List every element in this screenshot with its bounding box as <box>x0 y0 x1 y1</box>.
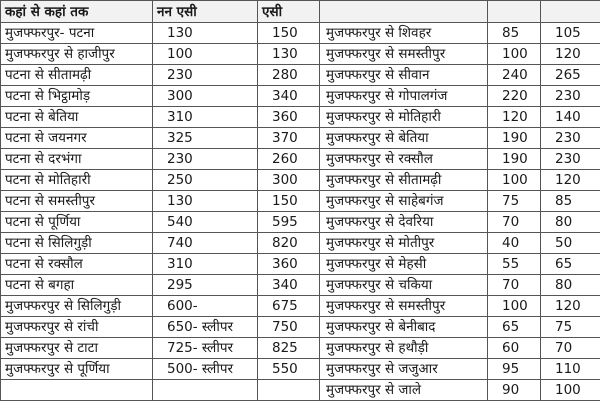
table-row <box>1 23 600 44</box>
right-route-cell: मुजफ्फरपुर से जाले <box>320 380 488 401</box>
right-non-ac-fare: 65 <box>488 317 541 338</box>
left-route-cell: पटना से मोतिहारी <box>1 170 153 191</box>
left-ac-fare <box>258 380 320 401</box>
left-non-ac-fare: 130 <box>153 191 258 212</box>
header-right-non-ac <box>488 1 541 23</box>
right-non-ac-fare: 190 <box>488 149 541 170</box>
table-row <box>1 128 600 149</box>
table-row <box>1 191 600 212</box>
left-non-ac-fare: 250 <box>153 170 258 191</box>
table-row <box>1 254 600 275</box>
left-ac-fare: 550 <box>258 359 320 380</box>
right-non-ac-fare: 100 <box>488 44 541 65</box>
header-route: कहां से कहां तक <box>1 1 153 23</box>
left-ac-fare: 820 <box>258 233 320 254</box>
right-ac-fare: 265 <box>541 65 600 86</box>
left-ac-fare: 280 <box>258 65 320 86</box>
right-non-ac-fare: 70 <box>488 212 541 233</box>
left-non-ac-fare: 230 <box>153 149 258 170</box>
left-ac-fare: 360 <box>258 254 320 275</box>
left-ac-fare: 360 <box>258 107 320 128</box>
left-ac-fare: 825 <box>258 338 320 359</box>
right-route-cell: मुजफ्फरपुर से चकिया <box>320 275 488 296</box>
left-ac-fare: 260 <box>258 149 320 170</box>
left-non-ac-fare: 300 <box>153 86 258 107</box>
table-row <box>1 86 600 107</box>
header-row <box>1 1 600 23</box>
right-non-ac-fare: 100 <box>488 296 541 317</box>
right-ac-fare: 230 <box>541 128 600 149</box>
right-route-cell: मुजफ्फरपुर से सीवान <box>320 65 488 86</box>
left-route-cell: पटना से दरभंगा <box>1 149 153 170</box>
header-right-ac <box>541 1 600 23</box>
table-row <box>1 275 600 296</box>
left-route-cell: मुजफ्फरपुर से हाजीपुर <box>1 44 153 65</box>
right-ac-fare: 140 <box>541 107 600 128</box>
right-route-cell: मुजफ्फरपुर से रक्सौल <box>320 149 488 170</box>
left-route-cell: मुजफ्फरपुर से रांची <box>1 317 153 338</box>
right-ac-fare: 75 <box>541 317 600 338</box>
left-non-ac-fare: 100 <box>153 44 258 65</box>
left-route-cell: पटना से रक्सौल <box>1 254 153 275</box>
left-ac-fare: 150 <box>258 23 320 44</box>
right-ac-fare: 120 <box>541 296 600 317</box>
right-non-ac-fare: 40 <box>488 233 541 254</box>
right-non-ac-fare: 75 <box>488 191 541 212</box>
left-route-cell: मुजफ्फरपुर से पूर्णिया <box>1 359 153 380</box>
left-route-cell: मुजफ्फरपुर से सिलिगुड़ी <box>1 296 153 317</box>
left-route-cell: मुजफ्फरपुर- पटना <box>1 23 153 44</box>
table-row <box>1 233 600 254</box>
left-ac-fare: 340 <box>258 86 320 107</box>
left-route-cell: पटना से बगहा <box>1 275 153 296</box>
right-route-cell: मुजफ्फरपुर से मेहसी <box>320 254 488 275</box>
left-route-cell <box>1 380 153 401</box>
right-non-ac-fare: 95 <box>488 359 541 380</box>
right-non-ac-fare: 85 <box>488 23 541 44</box>
table-row <box>1 338 600 359</box>
right-ac-fare: 70 <box>541 338 600 359</box>
right-ac-fare: 120 <box>541 44 600 65</box>
right-route-cell: मुजफ्फरपुर से समस्तीपुर <box>320 44 488 65</box>
right-non-ac-fare: 55 <box>488 254 541 275</box>
left-non-ac-fare: 310 <box>153 254 258 275</box>
left-ac-fare: 300 <box>258 170 320 191</box>
table-row <box>1 380 600 401</box>
left-ac-fare: 750 <box>258 317 320 338</box>
table-row <box>1 212 600 233</box>
right-ac-fare: 120 <box>541 170 600 191</box>
table-row <box>1 65 600 86</box>
right-non-ac-fare: 120 <box>488 107 541 128</box>
header-ac: एसी <box>258 1 320 23</box>
right-ac-fare: 105 <box>541 23 600 44</box>
left-route-cell: पटना से भिट्ठामोड़ <box>1 86 153 107</box>
right-ac-fare: 65 <box>541 254 600 275</box>
right-ac-fare: 110 <box>541 359 600 380</box>
left-route-cell: मुजफ्फरपुर से टाटा <box>1 338 153 359</box>
fare-table-body <box>1 23 600 401</box>
right-route-cell: मुजफ्फरपुर से शिवहर <box>320 23 488 44</box>
right-route-cell: मुजफ्फरपुर से जजुआर <box>320 359 488 380</box>
left-route-cell: पटना से बेतिया <box>1 107 153 128</box>
right-non-ac-fare: 220 <box>488 86 541 107</box>
table-row <box>1 359 600 380</box>
right-route-cell: मुजफ्फरपुर से सीतामढ़ी <box>320 170 488 191</box>
left-non-ac-fare: 725- स्लीपर <box>153 338 258 359</box>
table-row <box>1 107 600 128</box>
right-route-cell: मुजफ्फरपुर से देवरिया <box>320 212 488 233</box>
left-non-ac-fare: 130 <box>153 23 258 44</box>
table-row <box>1 44 600 65</box>
left-ac-fare: 130 <box>258 44 320 65</box>
right-ac-fare: 100 <box>541 380 600 401</box>
left-ac-fare: 150 <box>258 191 320 212</box>
left-ac-fare: 370 <box>258 128 320 149</box>
right-route-cell: मुजफ्फरपुर से हथौड़ी <box>320 338 488 359</box>
right-non-ac-fare: 190 <box>488 128 541 149</box>
left-non-ac-fare: 650- स्लीपर <box>153 317 258 338</box>
left-ac-fare: 595 <box>258 212 320 233</box>
right-ac-fare: 230 <box>541 86 600 107</box>
right-non-ac-fare: 240 <box>488 65 541 86</box>
right-ac-fare: 80 <box>541 212 600 233</box>
table-row <box>1 296 600 317</box>
right-route-cell: मुजफ्फरपुर से मोतिहारी <box>320 107 488 128</box>
right-ac-fare: 80 <box>541 275 600 296</box>
left-ac-fare: 340 <box>258 275 320 296</box>
table-row <box>1 149 600 170</box>
left-non-ac-fare: 740 <box>153 233 258 254</box>
left-route-cell: पटना से समस्तीपुर <box>1 191 153 212</box>
table-row <box>1 170 600 191</box>
right-route-cell: मुजफ्फरपुर से बेतिया <box>320 128 488 149</box>
right-non-ac-fare: 60 <box>488 338 541 359</box>
right-route-cell: मुजफ्फरपुर से साहेबगंज <box>320 191 488 212</box>
left-non-ac-fare: 295 <box>153 275 258 296</box>
header-right-route <box>320 1 488 23</box>
right-non-ac-fare: 70 <box>488 275 541 296</box>
left-non-ac-fare: 325 <box>153 128 258 149</box>
right-ac-fare: 85 <box>541 191 600 212</box>
right-route-cell: मुजफ्फरपुर से बेनीबाद <box>320 317 488 338</box>
header-non-ac: नन एसी <box>153 1 258 23</box>
right-non-ac-fare: 100 <box>488 170 541 191</box>
right-non-ac-fare: 90 <box>488 380 541 401</box>
table-row <box>1 317 600 338</box>
right-route-cell: मुजफ्फरपुर से गोपालगंज <box>320 86 488 107</box>
right-route-cell: मुजफ्फरपुर से समस्तीपुर <box>320 296 488 317</box>
left-non-ac-fare: 310 <box>153 107 258 128</box>
left-route-cell: पटना से पूर्णिया <box>1 212 153 233</box>
left-route-cell: पटना से सिलिगुड़ी <box>1 233 153 254</box>
left-non-ac-fare: 540 <box>153 212 258 233</box>
right-route-cell: मुजफ्फरपुर से मोतीपुर <box>320 233 488 254</box>
left-non-ac-fare: 600- <box>153 296 258 317</box>
right-ac-fare: 50 <box>541 233 600 254</box>
left-route-cell: पटना से सीतामढ़ी <box>1 65 153 86</box>
left-non-ac-fare: 230 <box>153 65 258 86</box>
left-non-ac-fare: 500- स्लीपर <box>153 359 258 380</box>
left-route-cell: पटना से जयनगर <box>1 128 153 149</box>
right-ac-fare: 230 <box>541 149 600 170</box>
left-ac-fare: 675 <box>258 296 320 317</box>
left-non-ac-fare <box>153 380 258 401</box>
